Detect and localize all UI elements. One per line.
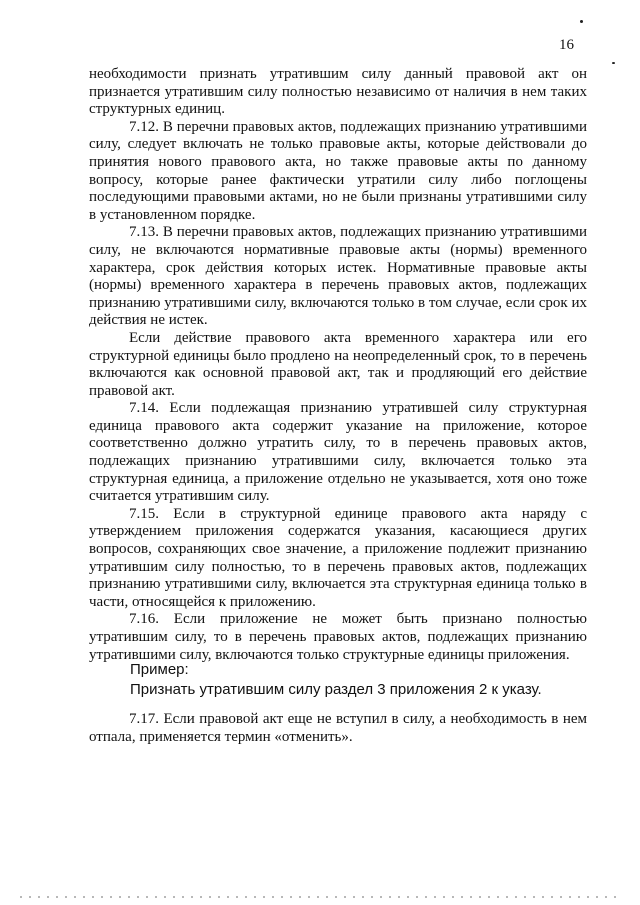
paragraph-continuation: необходимости признать утратившим силу данный правовой акт он признается утратившим силу полностью независимо от наличия в нем таких структурных единиц. [89,66,587,118]
paragraph-7-17: 7.17. Если правовой акт еще не вступил в силу, а необходимость в нем отпала, применяется термин «отменить». [89,711,587,745]
scan-artifact-line [20,896,620,898]
scan-speck [612,62,615,64]
page-number: 16 [559,37,574,53]
paragraph-7-12: 7.12. В перечни правовых актов, подлежащих признанию утратившими силу, следует включать не только правовые акты, которые действовали до принятия нового правового акта, но также правовые акты по данному вопросу, которые ранее фактически утратили силу либо поглощены последующими правовыми актами, но не были признаны утратившими силу в установленном порядке. [89,118,587,223]
paragraph-7-16: 7.16. Если приложение не может быть признано полностью утратившим силу, то в перечень правовых актов, подлежащих признанию утратившими силу, включаются только структурные единицы приложения. [89,611,587,663]
example-label: Пример: [130,661,189,678]
example-block [130,660,590,700]
example-text: Признать утратившим силу раздел 3 приложения 2 к указу. [130,681,542,698]
document-body [89,66,587,664]
scan-speck [580,20,583,23]
paragraph-7-13: 7.13. В перечни правовых актов, подлежащих признанию утратившими силу, не включаются нормативные правовые акты (нормы) временного характера, срок действия которых истек. Нормативные правовые акты (нормы) временного характера в перечень правовых актов, подлежащих признанию утратившими силу, включаются только в том случае, если срок их действия не истек. [89,224,587,329]
paragraph-7-15: 7.15. Если в структурной единице правового акта наряду с утверждением приложения содержатся указания, касающиеся других вопросов, сохраняющих свое значение, а приложение подлежит признанию утратившим силу полностью, то в перечень правовых актов, подлежащих признанию утратившими силу, включается эта структурная единица только в части, относящейся к приложению. [89,505,587,610]
paragraph-7-14: 7.14. Если подлежащая признанию утратившей силу структурная единица правового акта содержит указание на приложение, которое соответственно должно утратить силу, то в перечень правовых актов, подлежащих признанию утратившими силу, включается только эта структурная единица, а приложение отдельно не указывается, хотя оно тоже считается утратившим силу. [89,400,587,505]
paragraph-7-13-extension: Если действие правового акта временного характера или его структурной единицы было продлено на неопределенный срок, то в перечень включаются как основной правовой акт, так и продляющий его действие правовой акт. [89,329,587,399]
document-body-final [89,711,587,746]
